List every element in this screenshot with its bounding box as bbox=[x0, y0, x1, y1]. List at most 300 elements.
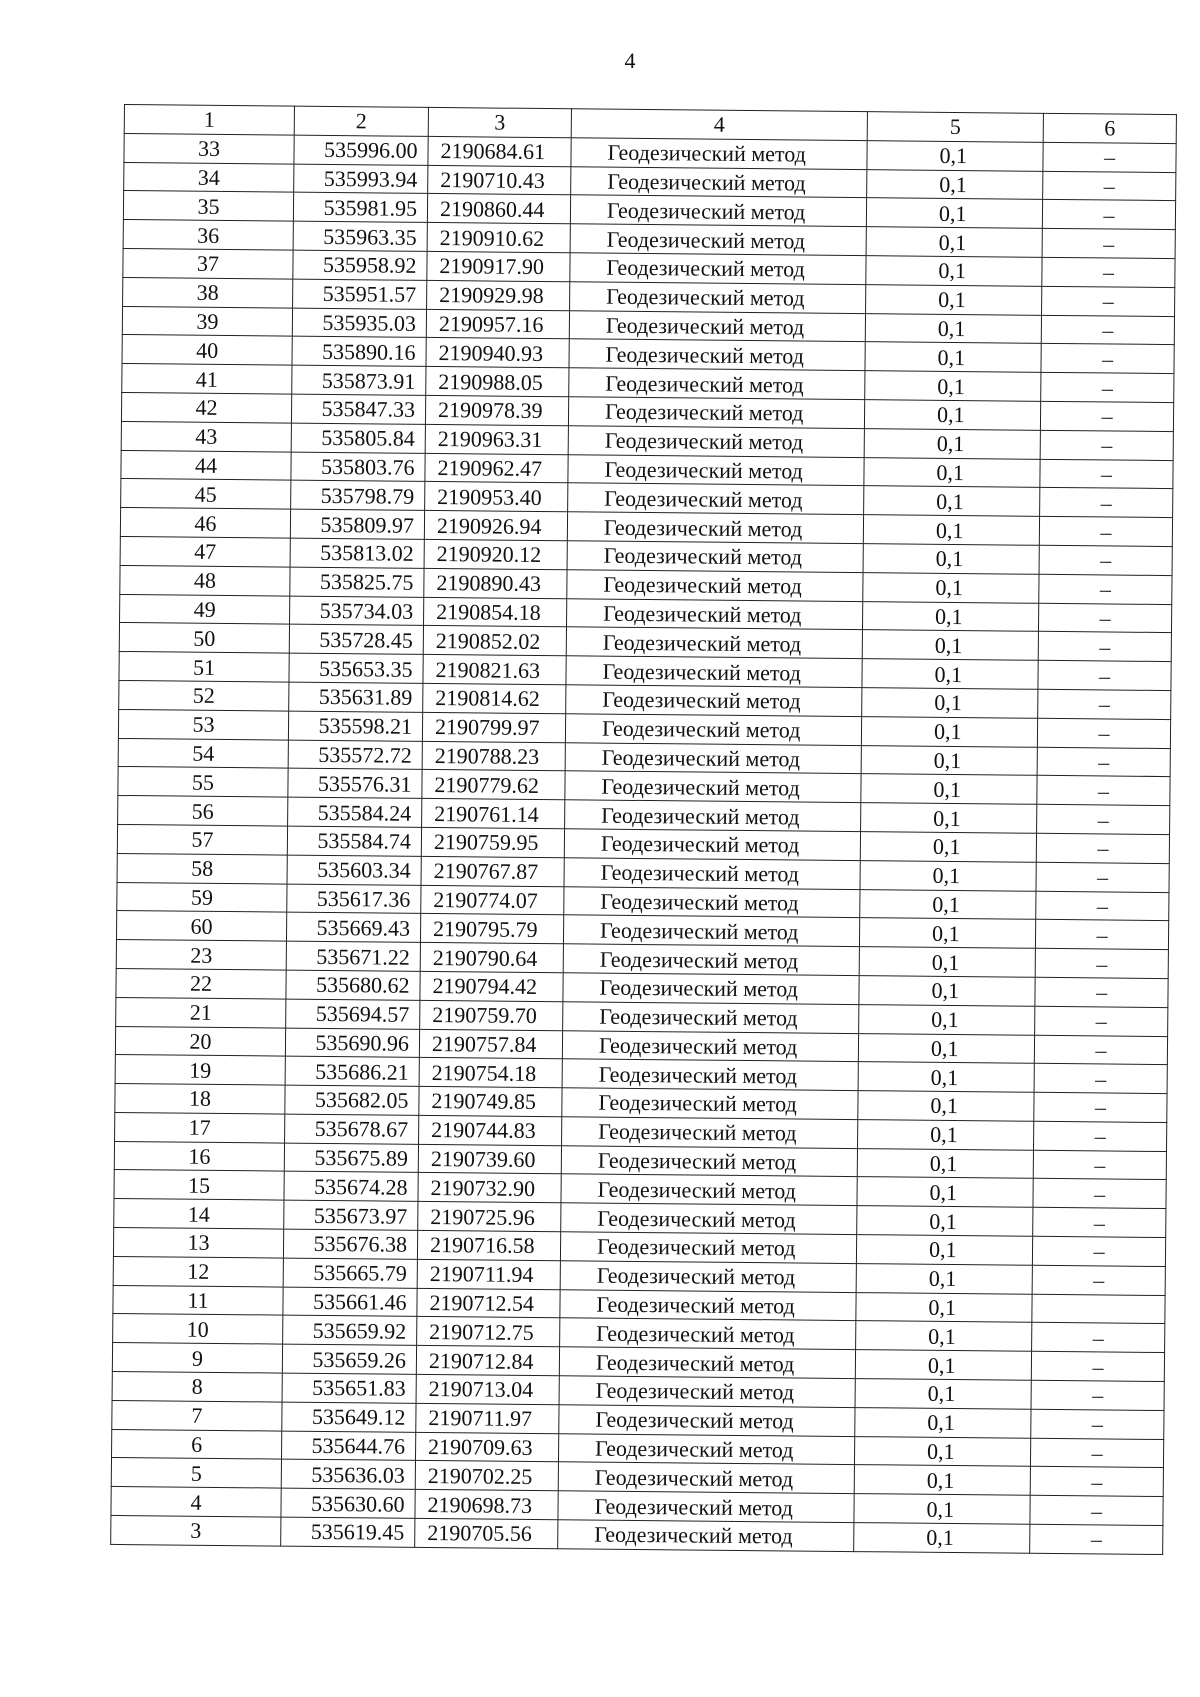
x-coordinate-cell: 535803.76 bbox=[291, 452, 425, 482]
accuracy-cell: 0,1 bbox=[861, 774, 1037, 804]
x-coordinate-cell: 535631.89 bbox=[289, 682, 423, 712]
method-cell: Геодезический метод bbox=[570, 282, 866, 314]
accuracy-cell: 0,1 bbox=[862, 601, 1038, 631]
y-coordinate-cell: 2190920.12 bbox=[424, 539, 567, 569]
note-cell: – bbox=[1032, 1265, 1165, 1295]
x-coordinate-cell: 535680.62 bbox=[286, 970, 420, 1000]
x-coordinate-cell: 535674.28 bbox=[284, 1172, 418, 1202]
accuracy-cell: 0,1 bbox=[862, 688, 1038, 718]
point-number-cell: 3 bbox=[111, 1515, 281, 1545]
point-number-cell: 42 bbox=[121, 392, 291, 422]
point-number-cell: 7 bbox=[112, 1400, 282, 1430]
method-cell: Геодезический метод bbox=[565, 771, 861, 803]
x-coordinate-cell: 535686.21 bbox=[285, 1056, 419, 1086]
note-cell: – bbox=[1034, 1092, 1167, 1122]
x-coordinate-cell: 535935.03 bbox=[292, 308, 426, 338]
x-coordinate-cell: 535598.21 bbox=[288, 711, 422, 741]
y-coordinate-cell: 2190702.25 bbox=[415, 1461, 558, 1491]
y-coordinate-cell: 2190890.43 bbox=[424, 568, 567, 598]
point-number-cell: 45 bbox=[121, 479, 291, 509]
y-coordinate-cell: 2190713.04 bbox=[416, 1374, 559, 1404]
point-number-cell: 20 bbox=[115, 1026, 285, 1056]
method-cell: Геодезический метод bbox=[559, 1376, 855, 1408]
point-number-cell: 38 bbox=[123, 277, 293, 307]
note-cell: – bbox=[1030, 1438, 1163, 1468]
x-coordinate-cell: 535825.75 bbox=[290, 567, 424, 597]
note-cell: – bbox=[1041, 315, 1174, 345]
method-cell: Геодезический метод bbox=[571, 166, 867, 198]
note-cell: – bbox=[1037, 776, 1170, 806]
point-number-cell: 51 bbox=[119, 652, 289, 682]
y-coordinate-cell: 2190929.98 bbox=[427, 280, 570, 310]
point-number-cell: 16 bbox=[114, 1141, 284, 1171]
accuracy-cell: 0,1 bbox=[857, 1177, 1033, 1207]
accuracy-cell: 0,1 bbox=[855, 1407, 1031, 1437]
point-number-cell: 57 bbox=[117, 824, 287, 854]
point-number-cell: 10 bbox=[113, 1314, 283, 1344]
method-cell: Геодезический метод bbox=[571, 138, 867, 170]
note-cell: – bbox=[1040, 430, 1173, 460]
accuracy-cell: 0,1 bbox=[854, 1436, 1030, 1466]
y-coordinate-cell: 2190767.87 bbox=[421, 856, 564, 886]
y-coordinate-cell: 2190725.96 bbox=[418, 1202, 561, 1232]
point-number-cell: 49 bbox=[120, 594, 290, 624]
method-cell: Геодезический метод bbox=[560, 1261, 856, 1293]
method-cell: Геодезический метод bbox=[561, 1174, 857, 1206]
method-cell: Геодезический метод bbox=[561, 1203, 857, 1235]
y-coordinate-cell: 2190739.60 bbox=[418, 1144, 561, 1174]
note-cell: – bbox=[1039, 516, 1172, 546]
note-cell: – bbox=[1031, 1380, 1164, 1410]
x-coordinate-cell: 535958.92 bbox=[293, 250, 427, 280]
point-number-cell: 59 bbox=[117, 882, 287, 912]
method-cell: Геодезический метод bbox=[568, 397, 864, 429]
accuracy-cell: 0,1 bbox=[854, 1465, 1030, 1495]
point-number-cell: 35 bbox=[123, 191, 293, 221]
method-cell: Геодезический метод bbox=[564, 886, 860, 918]
x-coordinate-cell: 535673.97 bbox=[284, 1200, 418, 1230]
point-number-cell: 50 bbox=[119, 623, 289, 653]
point-number-cell: 34 bbox=[124, 162, 294, 192]
accuracy-cell: 0,1 bbox=[864, 457, 1040, 487]
x-coordinate-cell: 535649.12 bbox=[282, 1402, 416, 1432]
note-cell: – bbox=[1041, 372, 1174, 402]
point-number-cell: 5 bbox=[111, 1458, 281, 1488]
point-number-cell: 54 bbox=[118, 738, 288, 768]
method-cell: Геодезический метод bbox=[559, 1347, 855, 1379]
method-cell: Геодезический метод bbox=[566, 656, 862, 688]
method-cell: Геодезический метод bbox=[563, 915, 859, 947]
x-coordinate-cell: 535813.02 bbox=[290, 538, 424, 568]
point-number-cell: 33 bbox=[124, 133, 294, 163]
method-cell: Геодезический метод bbox=[566, 685, 862, 717]
y-coordinate-cell: 2190794.42 bbox=[420, 971, 563, 1001]
y-coordinate-cell: 2190749.85 bbox=[419, 1086, 562, 1116]
x-coordinate-cell: 535576.31 bbox=[288, 768, 422, 798]
method-cell: Геодезический метод bbox=[567, 541, 863, 573]
x-coordinate-cell: 535676.38 bbox=[283, 1229, 417, 1259]
method-cell: Геодезический метод bbox=[566, 598, 862, 630]
note-cell: – bbox=[1034, 1035, 1167, 1065]
accuracy-cell: 0,1 bbox=[864, 428, 1040, 458]
x-coordinate-cell: 535644.76 bbox=[281, 1431, 415, 1461]
point-number-cell: 53 bbox=[118, 709, 288, 739]
y-coordinate-cell: 2190732.90 bbox=[418, 1173, 561, 1203]
note-cell: – bbox=[1036, 862, 1169, 892]
accuracy-cell: 0,1 bbox=[865, 342, 1041, 372]
accuracy-cell: 0,1 bbox=[859, 976, 1035, 1006]
y-coordinate-cell: 2190716.58 bbox=[417, 1230, 560, 1260]
x-coordinate-cell: 535661.46 bbox=[283, 1287, 417, 1317]
method-cell: Геодезический метод bbox=[570, 224, 866, 256]
accuracy-cell: 0,1 bbox=[854, 1494, 1030, 1524]
accuracy-cell: 0,1 bbox=[859, 918, 1035, 948]
y-coordinate-cell: 2190774.07 bbox=[421, 885, 564, 915]
x-coordinate-cell: 535665.79 bbox=[283, 1258, 417, 1288]
point-number-cell: 18 bbox=[115, 1084, 285, 1114]
method-cell: Геодезический метод bbox=[563, 1001, 859, 1033]
note-cell: – bbox=[1042, 200, 1175, 230]
point-number-cell: 46 bbox=[120, 508, 290, 538]
accuracy-cell: 0,1 bbox=[857, 1148, 1033, 1178]
y-coordinate-cell: 2190963.31 bbox=[425, 424, 568, 454]
y-coordinate-cell: 2190788.23 bbox=[422, 741, 565, 771]
accuracy-cell: 0,1 bbox=[867, 140, 1043, 170]
y-coordinate-cell: 2190821.63 bbox=[423, 655, 566, 685]
point-number-cell: 6 bbox=[112, 1429, 282, 1459]
x-coordinate-cell: 535617.36 bbox=[287, 884, 421, 914]
point-number-cell: 12 bbox=[113, 1256, 283, 1286]
method-cell: Геодезический метод bbox=[558, 1520, 854, 1552]
accuracy-cell: 0,1 bbox=[866, 256, 1042, 286]
point-number-cell: 47 bbox=[120, 536, 290, 566]
accuracy-cell: 0,1 bbox=[865, 371, 1041, 401]
method-cell: Геодезический метод bbox=[564, 857, 860, 889]
note-cell: – bbox=[1043, 142, 1176, 172]
x-coordinate-cell: 535993.94 bbox=[294, 164, 428, 194]
x-coordinate-cell: 535651.83 bbox=[282, 1373, 416, 1403]
accuracy-cell: 0,1 bbox=[867, 169, 1043, 199]
y-coordinate-cell: 2190759.70 bbox=[420, 1000, 563, 1030]
note-cell: – bbox=[1038, 603, 1171, 633]
accuracy-cell: 0,1 bbox=[861, 745, 1037, 775]
accuracy-cell: 0,1 bbox=[861, 803, 1037, 833]
note-cell: – bbox=[1034, 1121, 1167, 1151]
coordinates-table-wrapper bbox=[110, 104, 1176, 1555]
note-cell: – bbox=[1031, 1352, 1164, 1382]
method-cell: Геодезический метод bbox=[568, 483, 864, 515]
note-cell: – bbox=[1032, 1236, 1165, 1266]
accuracy-cell: 0,1 bbox=[854, 1523, 1030, 1553]
header-cell-6: 6 bbox=[1043, 113, 1176, 143]
y-coordinate-cell: 2190917.90 bbox=[427, 251, 570, 281]
accuracy-cell: 0,1 bbox=[858, 1091, 1034, 1121]
header-cell-1: 1 bbox=[124, 105, 294, 135]
method-cell: Геодезический метод bbox=[569, 368, 865, 400]
method-cell: Геодезический метод bbox=[563, 944, 859, 976]
point-number-cell: 21 bbox=[116, 997, 286, 1027]
y-coordinate-cell: 2190759.95 bbox=[421, 827, 564, 857]
accuracy-cell: 0,1 bbox=[855, 1350, 1031, 1380]
accuracy-cell: 0,1 bbox=[863, 572, 1039, 602]
header-cell-4: 4 bbox=[571, 109, 867, 141]
method-cell: Геодезический метод bbox=[558, 1462, 854, 1494]
note-cell: – bbox=[1033, 1150, 1166, 1180]
note-cell: – bbox=[1030, 1467, 1163, 1497]
method-cell: Геодезический метод bbox=[562, 1030, 858, 1062]
x-coordinate-cell: 535951.57 bbox=[293, 279, 427, 309]
note-cell: – bbox=[1036, 891, 1169, 921]
method-cell: Геодезический метод bbox=[569, 339, 865, 371]
y-coordinate-cell: 2190779.62 bbox=[422, 770, 565, 800]
accuracy-cell: 0,1 bbox=[860, 889, 1036, 919]
accuracy-cell: 0,1 bbox=[865, 313, 1041, 343]
point-number-cell: 14 bbox=[114, 1199, 284, 1229]
x-coordinate-cell: 535734.03 bbox=[290, 596, 424, 626]
note-cell: – bbox=[1038, 660, 1171, 690]
x-coordinate-cell: 535981.95 bbox=[293, 193, 427, 223]
method-cell: Геодезический метод bbox=[560, 1318, 856, 1350]
accuracy-cell: 0,1 bbox=[856, 1235, 1032, 1265]
note-cell: – bbox=[1038, 689, 1171, 719]
point-number-cell: 44 bbox=[121, 450, 291, 480]
method-cell: Геодезический метод bbox=[570, 253, 866, 285]
note-cell: – bbox=[1041, 344, 1174, 374]
point-number-cell: 43 bbox=[121, 421, 291, 451]
y-coordinate-cell: 2190684.61 bbox=[428, 136, 571, 166]
y-coordinate-cell: 2190854.18 bbox=[424, 597, 567, 627]
accuracy-cell: 0,1 bbox=[864, 486, 1040, 516]
accuracy-cell: 0,1 bbox=[859, 947, 1035, 977]
accuracy-cell: 0,1 bbox=[864, 400, 1040, 430]
accuracy-cell: 0,1 bbox=[861, 716, 1037, 746]
point-number-cell: 17 bbox=[115, 1112, 285, 1142]
accuracy-cell: 0,1 bbox=[859, 1004, 1035, 1034]
x-coordinate-cell: 535636.03 bbox=[281, 1460, 415, 1490]
method-cell: Геодезический метод bbox=[562, 1088, 858, 1120]
y-coordinate-cell: 2190711.94 bbox=[417, 1259, 560, 1289]
accuracy-cell: 0,1 bbox=[856, 1292, 1032, 1322]
y-coordinate-cell: 2190757.84 bbox=[419, 1029, 562, 1059]
accuracy-cell: 0,1 bbox=[856, 1321, 1032, 1351]
note-cell: – bbox=[1043, 171, 1176, 201]
page-number: 4 bbox=[624, 48, 636, 73]
y-coordinate-cell: 2190711.97 bbox=[416, 1403, 559, 1433]
note-cell: – bbox=[1035, 920, 1168, 950]
x-coordinate-cell: 535584.74 bbox=[287, 826, 421, 856]
accuracy-cell: 0,1 bbox=[860, 860, 1036, 890]
point-number-cell: 22 bbox=[116, 968, 286, 998]
note-cell bbox=[1032, 1294, 1165, 1324]
y-coordinate-cell: 2190852.02 bbox=[423, 626, 566, 656]
x-coordinate-cell: 535659.26 bbox=[282, 1344, 416, 1374]
method-cell: Геодезический метод bbox=[568, 454, 864, 486]
note-cell: – bbox=[1042, 229, 1175, 259]
y-coordinate-cell: 2190795.79 bbox=[420, 914, 563, 944]
note-cell: – bbox=[1040, 488, 1173, 518]
y-coordinate-cell: 2190790.64 bbox=[420, 942, 563, 972]
note-cell: – bbox=[1037, 804, 1170, 834]
y-coordinate-cell: 2190710.43 bbox=[428, 165, 571, 195]
note-cell: – bbox=[1039, 574, 1172, 604]
x-coordinate-cell: 535682.05 bbox=[285, 1085, 419, 1115]
y-coordinate-cell: 2190744.83 bbox=[419, 1115, 562, 1145]
x-coordinate-cell: 535798.79 bbox=[291, 480, 425, 510]
method-cell: Геодезический метод bbox=[564, 829, 860, 861]
accuracy-cell: 0,1 bbox=[857, 1206, 1033, 1236]
point-number-cell: 4 bbox=[111, 1487, 281, 1517]
note-cell: – bbox=[1035, 1006, 1168, 1036]
y-coordinate-cell: 2190814.62 bbox=[423, 683, 566, 713]
accuracy-cell: 0,1 bbox=[862, 659, 1038, 689]
note-cell: – bbox=[1030, 1524, 1163, 1554]
accuracy-cell: 0,1 bbox=[860, 832, 1036, 862]
point-number-cell: 56 bbox=[118, 796, 288, 826]
y-coordinate-cell: 2190978.39 bbox=[425, 395, 568, 425]
point-number-cell: 60 bbox=[116, 911, 286, 941]
x-coordinate-cell: 535619.45 bbox=[281, 1517, 415, 1547]
accuracy-cell: 0,1 bbox=[858, 1119, 1034, 1149]
note-cell: – bbox=[1033, 1179, 1166, 1209]
note-cell: – bbox=[1035, 948, 1168, 978]
accuracy-cell: 0,1 bbox=[858, 1033, 1034, 1063]
y-coordinate-cell: 2190799.97 bbox=[422, 712, 565, 742]
point-number-cell: 9 bbox=[112, 1343, 282, 1373]
header-cell-3: 3 bbox=[428, 107, 571, 137]
x-coordinate-cell: 535669.43 bbox=[286, 912, 420, 942]
method-cell: Геодезический метод bbox=[567, 512, 863, 544]
header-cell-2: 2 bbox=[294, 106, 428, 136]
x-coordinate-cell: 535963.35 bbox=[293, 221, 427, 251]
y-coordinate-cell: 2190940.93 bbox=[426, 338, 569, 368]
x-coordinate-cell: 535653.35 bbox=[289, 653, 423, 683]
x-coordinate-cell: 535678.67 bbox=[285, 1114, 419, 1144]
accuracy-cell: 0,1 bbox=[863, 515, 1039, 545]
accuracy-cell: 0,1 bbox=[855, 1379, 1031, 1409]
method-cell: Геодезический метод bbox=[568, 426, 864, 458]
y-coordinate-cell: 2190953.40 bbox=[425, 482, 568, 512]
x-coordinate-cell: 535847.33 bbox=[291, 394, 425, 424]
table-body bbox=[111, 105, 1177, 1555]
method-cell: Геодезический метод bbox=[562, 1059, 858, 1091]
note-cell: – bbox=[1039, 545, 1172, 575]
point-number-cell: 48 bbox=[120, 565, 290, 595]
y-coordinate-cell: 2190860.44 bbox=[427, 194, 570, 224]
note-cell: – bbox=[1032, 1323, 1165, 1353]
method-cell: Геодезический метод bbox=[565, 714, 861, 746]
y-coordinate-cell: 2190712.84 bbox=[416, 1346, 559, 1376]
note-cell: – bbox=[1042, 257, 1175, 287]
note-cell: – bbox=[1035, 977, 1168, 1007]
x-coordinate-cell: 535584.24 bbox=[288, 797, 422, 827]
y-coordinate-cell: 2190712.54 bbox=[417, 1288, 560, 1318]
y-coordinate-cell: 2190709.63 bbox=[415, 1432, 558, 1462]
point-number-cell: 15 bbox=[114, 1170, 284, 1200]
x-coordinate-cell: 535675.89 bbox=[284, 1143, 418, 1173]
note-cell: – bbox=[1030, 1496, 1163, 1526]
y-coordinate-cell: 2190957.16 bbox=[426, 309, 569, 339]
x-coordinate-cell: 535873.91 bbox=[292, 365, 426, 395]
y-coordinate-cell: 2190705.56 bbox=[415, 1518, 558, 1548]
y-coordinate-cell: 2190712.75 bbox=[417, 1317, 560, 1347]
method-cell: Геодезический метод bbox=[562, 1117, 858, 1149]
y-coordinate-cell: 2190754.18 bbox=[419, 1058, 562, 1088]
accuracy-cell: 0,1 bbox=[866, 198, 1042, 228]
point-number-cell: 11 bbox=[113, 1285, 283, 1315]
note-cell: – bbox=[1040, 459, 1173, 489]
x-coordinate-cell: 535890.16 bbox=[292, 337, 426, 367]
accuracy-cell: 0,1 bbox=[866, 227, 1042, 257]
point-number-cell: 40 bbox=[122, 335, 292, 365]
method-cell: Геодезический метод bbox=[565, 742, 861, 774]
note-cell: – bbox=[1040, 401, 1173, 431]
x-coordinate-cell: 535996.00 bbox=[294, 135, 428, 165]
point-number-cell: 13 bbox=[113, 1228, 283, 1258]
point-number-cell: 52 bbox=[119, 680, 289, 710]
method-cell: Геодезический метод bbox=[558, 1433, 854, 1465]
x-coordinate-cell: 535694.57 bbox=[286, 999, 420, 1029]
x-coordinate-cell: 535809.97 bbox=[290, 509, 424, 539]
method-cell: Геодезический метод bbox=[569, 310, 865, 342]
header-cell-5: 5 bbox=[867, 112, 1043, 142]
y-coordinate-cell: 2190698.73 bbox=[415, 1490, 558, 1520]
method-cell: Геодезический метод bbox=[563, 973, 859, 1005]
point-number-cell: 37 bbox=[123, 248, 293, 278]
method-cell: Геодезический метод bbox=[565, 800, 861, 832]
note-cell: – bbox=[1037, 747, 1170, 777]
accuracy-cell: 0,1 bbox=[862, 630, 1038, 660]
method-cell: Геодезический метод bbox=[560, 1289, 856, 1321]
note-cell: – bbox=[1038, 632, 1171, 662]
note-cell: – bbox=[1031, 1409, 1164, 1439]
y-coordinate-cell: 2190910.62 bbox=[427, 223, 570, 253]
x-coordinate-cell: 535630.60 bbox=[281, 1488, 415, 1518]
x-coordinate-cell: 535671.22 bbox=[286, 941, 420, 971]
note-cell: – bbox=[1036, 833, 1169, 863]
method-cell: Геодезический метод bbox=[558, 1491, 854, 1523]
point-number-cell: 19 bbox=[115, 1055, 285, 1085]
y-coordinate-cell: 2190761.14 bbox=[422, 799, 565, 829]
note-cell: – bbox=[1033, 1208, 1166, 1238]
x-coordinate-cell: 535728.45 bbox=[289, 624, 423, 654]
method-cell: Геодезический метод bbox=[570, 195, 866, 227]
method-cell: Геодезический метод bbox=[566, 627, 862, 659]
note-cell: – bbox=[1042, 286, 1175, 316]
x-coordinate-cell: 535805.84 bbox=[291, 423, 425, 453]
method-cell: Геодезический метод bbox=[561, 1145, 857, 1177]
y-coordinate-cell: 2190926.94 bbox=[424, 511, 567, 541]
accuracy-cell: 0,1 bbox=[863, 544, 1039, 574]
point-number-cell: 8 bbox=[112, 1372, 282, 1402]
x-coordinate-cell: 535603.34 bbox=[287, 855, 421, 885]
note-cell: – bbox=[1034, 1064, 1167, 1094]
x-coordinate-cell: 535690.96 bbox=[285, 1028, 419, 1058]
point-number-cell: 55 bbox=[118, 767, 288, 797]
x-coordinate-cell: 535659.92 bbox=[283, 1316, 417, 1346]
accuracy-cell: 0,1 bbox=[858, 1062, 1034, 1092]
method-cell: Геодезический метод bbox=[560, 1232, 856, 1264]
point-number-cell: 39 bbox=[122, 306, 292, 336]
y-coordinate-cell: 2190962.47 bbox=[425, 453, 568, 483]
coordinates-table bbox=[110, 104, 1177, 1555]
point-number-cell: 23 bbox=[116, 940, 286, 970]
method-cell: Геодезический метод bbox=[559, 1405, 855, 1437]
accuracy-cell: 0,1 bbox=[866, 284, 1042, 314]
x-coordinate-cell: 535572.72 bbox=[288, 740, 422, 770]
accuracy-cell: 0,1 bbox=[856, 1263, 1032, 1293]
y-coordinate-cell: 2190988.05 bbox=[426, 367, 569, 397]
point-number-cell: 58 bbox=[117, 853, 287, 883]
